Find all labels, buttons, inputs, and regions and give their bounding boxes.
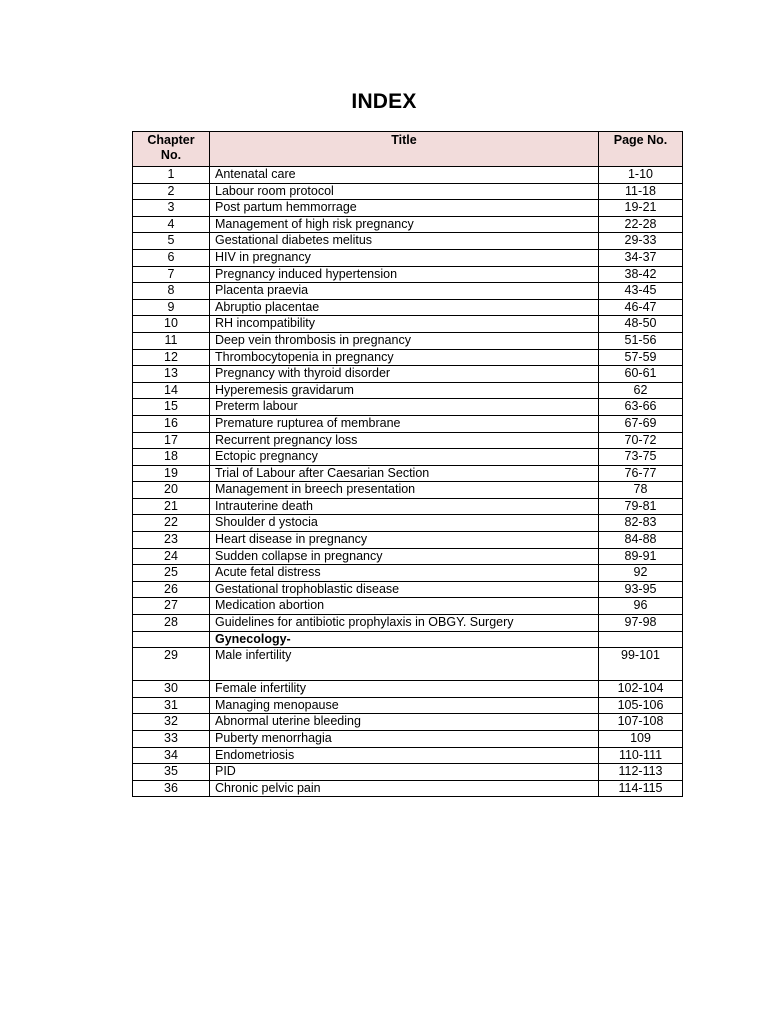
chapter-title-cell: Sudden collapse in pregnancy xyxy=(210,548,599,565)
table-row xyxy=(133,581,683,598)
table-row xyxy=(133,498,683,515)
chapter-number-cell: 20 xyxy=(133,482,210,499)
chapter-number-cell: 33 xyxy=(133,731,210,748)
chapter-title-cell: Labour room protocol xyxy=(210,183,599,200)
page-range-cell: 76-77 xyxy=(599,465,683,482)
table-row xyxy=(133,731,683,748)
table-row xyxy=(133,532,683,549)
section-header-row xyxy=(133,631,683,648)
chapter-title-cell: Hyperemesis gravidarum xyxy=(210,382,599,399)
page-range-cell: 73-75 xyxy=(599,449,683,466)
chapter-title-cell: Pregnancy induced hypertension xyxy=(210,266,599,283)
chapter-title-cell: Preterm labour xyxy=(210,399,599,416)
page-range-cell: 109 xyxy=(599,731,683,748)
page-range-cell: 43-45 xyxy=(599,283,683,300)
page-range-cell: 102-104 xyxy=(599,681,683,698)
chapter-title-cell: Gynecology- xyxy=(210,631,599,648)
page-range-cell: 67-69 xyxy=(599,415,683,432)
chapter-number-cell: 6 xyxy=(133,249,210,266)
table-row xyxy=(133,764,683,781)
page-range-cell: 38-42 xyxy=(599,266,683,283)
page-range-cell: 92 xyxy=(599,565,683,582)
chapter-title-cell: Guidelines for antibiotic prophylaxis in OBGY. Surgery xyxy=(210,615,599,632)
page-range-cell: 46-47 xyxy=(599,299,683,316)
chapter-title-cell: PID xyxy=(210,764,599,781)
chapter-number-cell: 10 xyxy=(133,316,210,333)
chapter-number-cell: 18 xyxy=(133,449,210,466)
table-row xyxy=(133,249,683,266)
page-range-cell: 112-113 xyxy=(599,764,683,781)
chapter-number-cell: 30 xyxy=(133,681,210,698)
header-title: Title xyxy=(210,132,599,167)
chapter-number-cell: 26 xyxy=(133,581,210,598)
table-row xyxy=(133,415,683,432)
chapter-title-cell: Male infertility xyxy=(210,648,599,681)
chapter-number-cell: 36 xyxy=(133,780,210,797)
table-row xyxy=(133,299,683,316)
table-row xyxy=(133,200,683,217)
table-row xyxy=(133,465,683,482)
page-range-cell: 63-66 xyxy=(599,399,683,416)
chapter-title-cell: Female infertility xyxy=(210,681,599,698)
page-range-cell: 57-59 xyxy=(599,349,683,366)
chapter-number-cell: 28 xyxy=(133,615,210,632)
table-row xyxy=(133,714,683,731)
chapter-number-cell: 25 xyxy=(133,565,210,582)
chapter-title-cell: Endometriosis xyxy=(210,747,599,764)
chapter-number-cell: 31 xyxy=(133,697,210,714)
chapter-number-cell: 35 xyxy=(133,764,210,781)
table-row xyxy=(133,399,683,416)
chapter-title-cell: Abruptio placentae xyxy=(210,299,599,316)
table-row xyxy=(133,349,683,366)
page-range-cell: 60-61 xyxy=(599,366,683,383)
page-range-cell: 97-98 xyxy=(599,615,683,632)
table-row xyxy=(133,747,683,764)
table-row xyxy=(133,780,683,797)
table-row xyxy=(133,216,683,233)
chapter-title-cell: Post partum hemmorrage xyxy=(210,200,599,217)
chapter-number-cell xyxy=(133,631,210,648)
table-row xyxy=(133,697,683,714)
page-range-cell: 22-28 xyxy=(599,216,683,233)
table-row xyxy=(133,548,683,565)
table-row xyxy=(133,266,683,283)
chapter-number-cell: 27 xyxy=(133,598,210,615)
chapter-title-cell: HIV in pregnancy xyxy=(210,249,599,266)
table-row xyxy=(133,283,683,300)
chapter-title-cell: Shoulder d ystocia xyxy=(210,515,599,532)
table-row xyxy=(133,681,683,698)
chapter-title-cell: Antenatal care xyxy=(210,167,599,184)
page-range-cell: 79-81 xyxy=(599,498,683,515)
page-range-cell: 34-37 xyxy=(599,249,683,266)
table-row xyxy=(133,598,683,615)
chapter-title-cell: Managing menopause xyxy=(210,697,599,714)
index-table-body xyxy=(133,167,683,797)
chapter-number-cell: 29 xyxy=(133,648,210,681)
chapter-number-cell: 22 xyxy=(133,515,210,532)
chapter-title-cell: Heart disease in pregnancy xyxy=(210,532,599,549)
chapter-number-cell: 4 xyxy=(133,216,210,233)
page-range-cell: 84-88 xyxy=(599,532,683,549)
chapter-number-cell: 11 xyxy=(133,332,210,349)
chapter-number-cell: 5 xyxy=(133,233,210,250)
header-page: Page No. xyxy=(599,132,683,167)
chapter-number-cell: 9 xyxy=(133,299,210,316)
page-range-cell: 29-33 xyxy=(599,233,683,250)
table-row xyxy=(133,316,683,333)
chapter-title-cell: Puberty menorrhagia xyxy=(210,731,599,748)
chapter-number-cell: 13 xyxy=(133,366,210,383)
table-row xyxy=(133,515,683,532)
page-range-cell: 82-83 xyxy=(599,515,683,532)
chapter-number-cell: 34 xyxy=(133,747,210,764)
table-row xyxy=(133,332,683,349)
chapter-title-cell: Gestational trophoblastic disease xyxy=(210,581,599,598)
table-row xyxy=(133,167,683,184)
page-range-cell: 19-21 xyxy=(599,200,683,217)
chapter-title-cell: Gestational diabetes melitus xyxy=(210,233,599,250)
page-range-cell: 1-10 xyxy=(599,167,683,184)
page-range-cell: 114-115 xyxy=(599,780,683,797)
chapter-number-cell: 32 xyxy=(133,714,210,731)
chapter-number-cell: 23 xyxy=(133,532,210,549)
table-row xyxy=(133,648,683,681)
chapter-title-cell: RH incompatibility xyxy=(210,316,599,333)
table-row xyxy=(133,565,683,582)
page-range-cell: 70-72 xyxy=(599,432,683,449)
chapter-number-cell: 8 xyxy=(133,283,210,300)
page-range-cell xyxy=(599,631,683,648)
chapter-number-cell: 2 xyxy=(133,183,210,200)
page-range-cell: 48-50 xyxy=(599,316,683,333)
page-range-cell: 110-111 xyxy=(599,747,683,764)
header-chapter: Chapter No. xyxy=(133,132,210,167)
chapter-title-cell: Ectopic pregnancy xyxy=(210,449,599,466)
page-title: INDEX xyxy=(351,90,417,113)
chapter-number-cell: 19 xyxy=(133,465,210,482)
page-range-cell: 89-91 xyxy=(599,548,683,565)
chapter-title-cell: Premature rupturea of membrane xyxy=(210,415,599,432)
table-row xyxy=(133,615,683,632)
chapter-title-cell: Medication abortion xyxy=(210,598,599,615)
table-header-row xyxy=(133,132,683,167)
table-row xyxy=(133,482,683,499)
chapter-number-cell: 16 xyxy=(133,415,210,432)
chapter-number-cell: 7 xyxy=(133,266,210,283)
table-row xyxy=(133,382,683,399)
chapter-number-cell: 12 xyxy=(133,349,210,366)
page-range-cell: 107-108 xyxy=(599,714,683,731)
chapter-number-cell: 14 xyxy=(133,382,210,399)
chapter-title-cell: Trial of Labour after Caesarian Section xyxy=(210,465,599,482)
table-row xyxy=(133,449,683,466)
page-range-cell: 96 xyxy=(599,598,683,615)
page-range-cell: 99-101 xyxy=(599,648,683,681)
chapter-title-cell: Management of high risk pregnancy xyxy=(210,216,599,233)
chapter-number-cell: 3 xyxy=(133,200,210,217)
chapter-title-cell: Deep vein thrombosis in pregnancy xyxy=(210,332,599,349)
chapter-title-cell: Management in breech presentation xyxy=(210,482,599,499)
page-range-cell: 78 xyxy=(599,482,683,499)
page-range-cell: 93-95 xyxy=(599,581,683,598)
chapter-title-cell: Intrauterine death xyxy=(210,498,599,515)
chapter-title-cell: Pregnancy with thyroid disorder xyxy=(210,366,599,383)
chapter-number-cell: 17 xyxy=(133,432,210,449)
chapter-title-cell: Thrombocytopenia in pregnancy xyxy=(210,349,599,366)
page-range-cell: 11-18 xyxy=(599,183,683,200)
chapter-title-cell: Placenta praevia xyxy=(210,283,599,300)
chapter-number-cell: 1 xyxy=(133,167,210,184)
chapter-title-cell: Recurrent pregnancy loss xyxy=(210,432,599,449)
chapter-title-cell: Abnormal uterine bleeding xyxy=(210,714,599,731)
table-row xyxy=(133,233,683,250)
page-range-cell: 51-56 xyxy=(599,332,683,349)
page-range-cell: 105-106 xyxy=(599,697,683,714)
chapter-number-cell: 21 xyxy=(133,498,210,515)
chapter-number-cell: 24 xyxy=(133,548,210,565)
table-row xyxy=(133,432,683,449)
page-range-cell: 62 xyxy=(599,382,683,399)
chapter-number-cell: 15 xyxy=(133,399,210,416)
index-table xyxy=(132,131,683,797)
chapter-title-cell: Chronic pelvic pain xyxy=(210,780,599,797)
table-row xyxy=(133,183,683,200)
chapter-title-cell: Acute fetal distress xyxy=(210,565,599,582)
table-row xyxy=(133,366,683,383)
